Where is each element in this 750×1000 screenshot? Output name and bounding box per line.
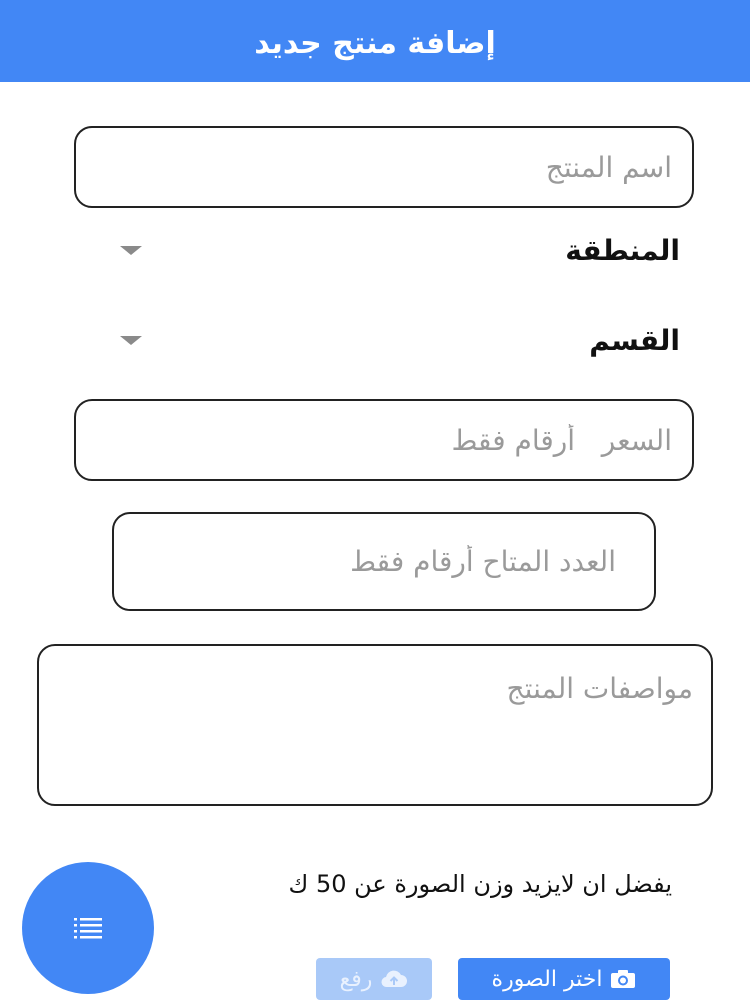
region-dropdown[interactable] xyxy=(120,220,680,280)
camera-icon xyxy=(610,969,636,989)
choose-image-button[interactable] xyxy=(458,958,670,1000)
category-label: القسم xyxy=(589,323,680,357)
choose-image-label: اختر الصورة xyxy=(491,966,603,992)
quantity-field[interactable] xyxy=(112,512,656,611)
cloud-upload-icon xyxy=(380,969,408,989)
list-icon xyxy=(74,917,102,939)
page-title: إضافة منتج جديد xyxy=(254,25,496,61)
menu-fab[interactable] xyxy=(22,862,154,994)
chevron-down-icon xyxy=(120,246,142,255)
region-label: المنطقة xyxy=(565,233,680,267)
app-bar xyxy=(0,0,750,82)
price-input[interactable] xyxy=(76,401,692,479)
image-size-hint: يفضل ان لايزيد وزن الصورة عن 50 ك xyxy=(288,870,672,898)
upload-button[interactable] xyxy=(316,958,432,1000)
description-textarea[interactable] xyxy=(39,646,711,804)
product-name-field[interactable] xyxy=(74,126,694,208)
description-field[interactable] xyxy=(37,644,713,806)
upload-label: رفع xyxy=(339,966,373,992)
product-name-input[interactable] xyxy=(76,128,692,206)
category-dropdown[interactable] xyxy=(120,310,680,370)
quantity-input[interactable] xyxy=(114,514,654,609)
chevron-down-icon xyxy=(120,336,142,345)
price-field[interactable] xyxy=(74,399,694,481)
